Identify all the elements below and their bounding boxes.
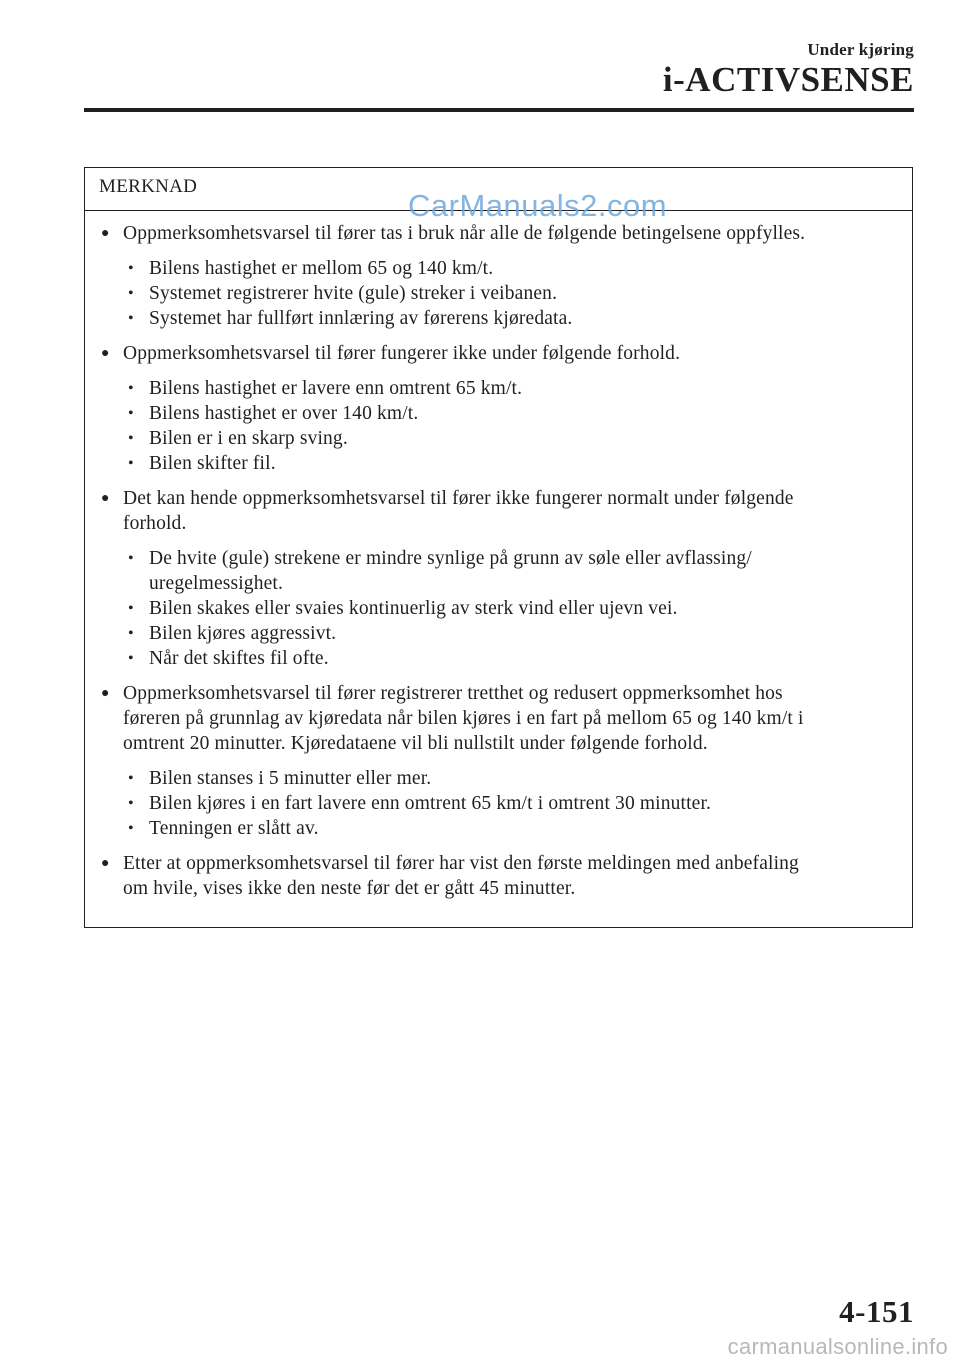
note-item-text: Det kan hende oppmerksomhetsvarsel til fører ikke fungerer normalt under følgende [123,488,794,509]
sub-bullet-icon: • [128,625,134,642]
note-title: MERKNAD [99,176,198,197]
note-subitem-text: Bilen er i en skarp sving. [149,428,348,449]
note-subitem-text: De hvite (gule) strekene er mindre synlige på grunn av søle eller avflassing/ [149,548,752,569]
note-subitem-text: Tenningen er slått av. [149,818,319,839]
note-subitem-text: Bilen kjøres aggressivt. [149,623,337,644]
sub-bullet-icon: • [128,795,134,812]
main-bullet-icon: ● [101,346,110,361]
sub-bullet-icon: • [128,285,134,302]
note-subitem-text: Bilens hastighet er over 140 km/t. [149,403,419,424]
sub-bullet-icon: • [128,770,134,787]
note-subitem-text: Bilen skakes eller svaies kontinuerlig av sterk vind eller ujevn vei. [149,598,678,619]
note-subitem-text: Bilen kjøres i en fart lavere enn omtrent 65 km/t i omtrent 30 minutter. [149,793,712,814]
header-rule [84,108,914,112]
sub-bullet-icon: • [128,820,134,837]
note-item-text: Oppmerksomhetsvarsel til fører registrerer tretthet og redusert oppmerksomhet hos [123,683,783,704]
note-item-text: Etter at oppmerksomhetsvarsel til fører har vist den første meldingen med anbefaling [123,853,799,874]
sub-bullet-icon: • [128,260,134,277]
sub-bullet-icon: • [128,650,134,667]
sub-bullet-icon: • [128,455,134,472]
note-item-text: Oppmerksomhetsvarsel til fører fungerer ikke under følgende forhold. [123,343,681,364]
sub-bullet-icon: • [128,310,134,327]
main-bullet-icon: ● [101,856,110,871]
note-subitem-text: Bilen skifter fil. [149,453,276,474]
page-number: 4-151 [839,1294,914,1329]
note-subitem-text: Bilen stanses i 5 minutter eller mer. [149,768,432,789]
note-subitem-text: Bilens hastighet er mellom 65 og 140 km/t. [149,258,494,279]
footer-watermark: carmanualsonline.info [727,1334,948,1359]
main-bullet-icon: ● [101,491,110,506]
note-subitem-text: uregelmessighet. [149,573,283,594]
note-item-text: Oppmerksomhetsvarsel til fører tas i bruk når alle de følgende betingelsene oppfylles. [123,223,806,244]
note-subitem-text: Når det skiftes fil ofte. [149,648,329,669]
note-subitem-text: Systemet har fullført innlæring av førerens kjøredata. [149,308,573,329]
main-bullet-icon: ● [101,686,110,701]
watermark-logo: CarManuals2.com [408,188,668,223]
note-item-text: om hvile, vises ikke den neste før det er gått 45 minutter. [123,878,576,899]
note-subitem-text: Bilens hastighet er lavere enn omtrent 65 km/t. [149,378,523,399]
sub-bullet-icon: • [128,405,134,422]
section-header: Under kjøring [807,40,914,59]
sub-bullet-icon: • [128,550,134,567]
note-item-text: omtrent 20 minutter. Kjøredataene vil bli nullstilt under følgende forhold. [123,733,708,754]
note-item-text: forhold. [123,513,187,534]
note-item-text: føreren på grunnlag av kjøredata når bilen kjøres i en fart på mellom 65 og 140 km/t i [123,708,804,729]
sub-bullet-icon: • [128,430,134,447]
note-subitem-text: Systemet registrerer hvite (gule) streker i veibanen. [149,283,558,304]
chapter-title: i-ACTIVSENSE [662,60,914,99]
sub-bullet-icon: • [128,600,134,617]
sub-bullet-icon: • [128,380,134,397]
main-bullet-icon: ● [101,226,110,241]
